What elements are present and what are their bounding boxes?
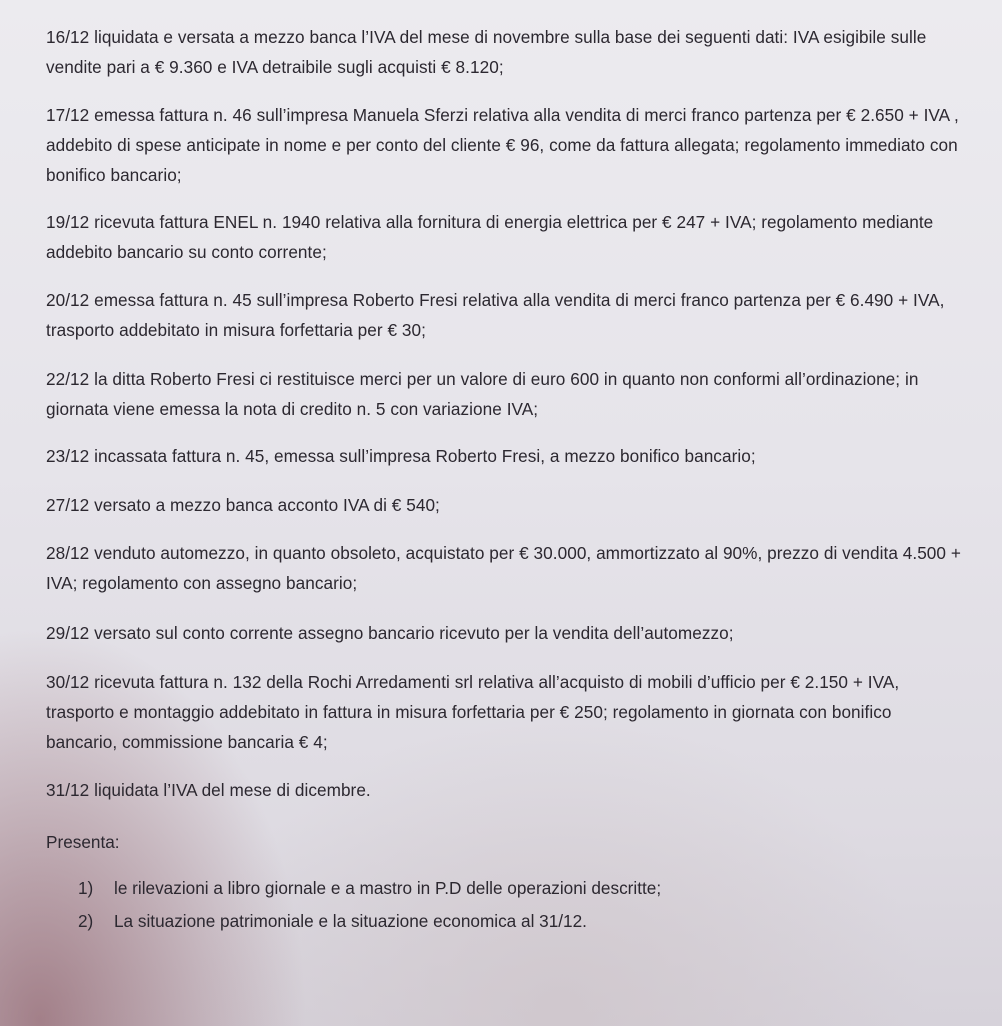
entry-20-12: 20/12 emessa fattura n. 45 sull’impresa Roberto Fresi relativa alla vendita di merci franco partenza per € 6.490 + IVA, trasporto addebitato in misura forfettaria per € 30;	[46, 290, 945, 340]
task-number: 1)	[78, 878, 94, 898]
task-number: 2)	[78, 911, 94, 931]
entry-29-12: 29/12 versato sul conto corrente assegno bancario ricevuto per la vendita dell’automezzo;	[46, 623, 734, 643]
task-text: La situazione patrimoniale e la situazione economica al 31/12.	[114, 911, 587, 931]
entry-22-12: 22/12 la ditta Roberto Fresi ci restituisce merci per un valore di euro 600 in quanto non conformi all’ordinazione; in giornata viene emessa la nota di credito n. 5 con variazione IVA;	[46, 369, 919, 419]
entry-31-12: 31/12 liquidata l’IVA del mese di dicembre.	[46, 780, 371, 800]
entry-17-12: 17/12 emessa fattura n. 46 sull’impresa Manuela Sferzi relativa alla vendita di merci franco partenza per € 2.650 + IVA , addebito di spese anticipate in nome e per conto del cliente € 96, come da fattura allegata; regolamento immediato con bonifico bancario;	[46, 105, 959, 185]
task-text: le rilevazioni a libro giornale e a mastro in P.D delle operazioni descritte;	[114, 878, 662, 898]
entry-30-12: 30/12 ricevuta fattura n. 132 della Rochi Arredamenti srl relativa all’acquisto di mobili d’ufficio per € 2.150 + IVA, trasporto e montaggio addebitato in fattura in misura forfettaria per € 250; regolamento in giornata con bonifico bancario, commissione bancaria € 4;	[46, 672, 900, 752]
entry-16-12: 16/12 liquidata e versata a mezzo banca l’IVA del mese di novembre sulla base dei seguenti dati: IVA esigibile sulle vendite pari a € 9.360 e IVA detraibile sugli acquisti € 8.120;	[46, 27, 927, 77]
entry-23-12: 23/12 incassata fattura n. 45, emessa sull’impresa Roberto Fresi, a mezzo bonifico bancario;	[46, 446, 756, 466]
entry-27-12: 27/12 versato a mezzo banca acconto IVA di € 540;	[46, 495, 440, 515]
task-heading: Presenta:	[46, 832, 120, 852]
entry-28-12: 28/12 venduto automezzo, in quanto obsoleto, acquistato per € 30.000, ammortizzato al 90%, prezzo di vendita 4.500 + IVA; regolamento con assegno bancario;	[46, 543, 961, 593]
task-list	[78, 872, 661, 938]
task-item-2	[78, 905, 661, 938]
entry-19-12: 19/12 ricevuta fattura ENEL n. 1940 relativa alla fornitura di energia elettrica per € 247 + IVA; regolamento mediante addebito bancario su conto corrente;	[46, 212, 934, 262]
task-item-1	[78, 872, 661, 905]
